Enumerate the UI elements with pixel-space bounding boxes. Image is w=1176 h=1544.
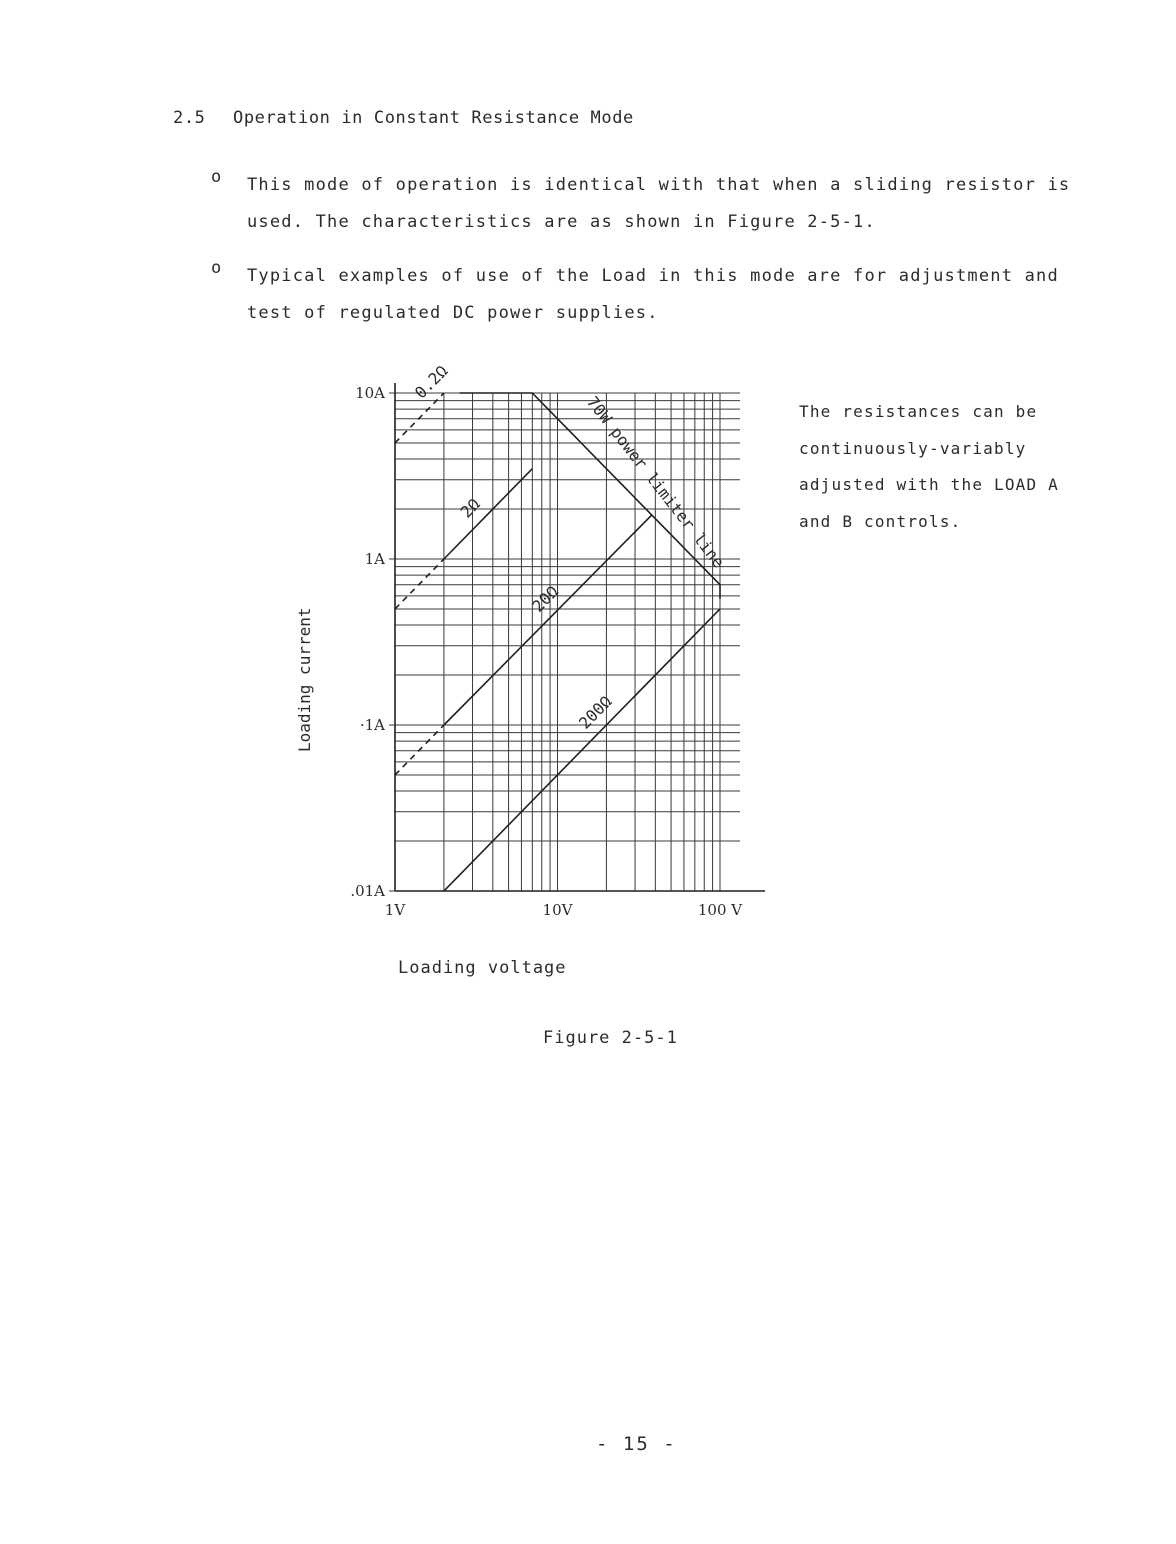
resistance-chart <box>280 360 800 930</box>
y-axis-label: Loading current <box>295 607 314 752</box>
y-tick-label: .01A <box>350 882 385 900</box>
bullet-text: This mode of operation is identical with that when a sliding resistor is used. The characteristics are as shown in Figure 2-5-1. <box>247 175 1071 232</box>
resistance-line-2 <box>444 469 532 559</box>
bullet-text: Typical examples of use of the Load in this mode are for adjustment and test of regulated DC power supplies. <box>247 266 1059 323</box>
resistance-label: 2Ω <box>456 494 484 522</box>
resistance-line-200 <box>444 609 720 891</box>
power-limiter-line <box>460 393 720 599</box>
x-tick-label: 10V <box>542 901 573 919</box>
y-tick-label: ·1A <box>359 716 385 734</box>
figure-caption: Figure 2-5-1 <box>543 1028 678 1048</box>
y-tick-label: 1A <box>364 550 385 568</box>
resistance-label: 200Ω <box>575 691 616 733</box>
section-title: Operation in Constant Resistance Mode <box>233 108 634 128</box>
bullet-mark: o <box>211 167 223 187</box>
resistance-line-20 <box>444 515 652 725</box>
y-tick-label: 10A <box>355 384 385 402</box>
section-heading <box>173 108 634 128</box>
page-number: - 15 - <box>596 1433 677 1455</box>
resistance-label: 20Ω <box>528 581 563 616</box>
x-tick-label: 1V <box>384 901 406 919</box>
power-limiter-label: 70W power limiter line <box>582 392 729 572</box>
x-tick-label: 100 V <box>697 901 743 919</box>
x-axis-label: Loading voltage <box>398 958 567 978</box>
bullet-mark: o <box>211 258 223 278</box>
side-note: The resistances can be continuously-variably adjusted with the LOAD A and B controls. <box>799 402 1059 531</box>
resistance-label: 0.2Ω <box>410 361 452 403</box>
section-number: 2.5 <box>173 108 206 128</box>
